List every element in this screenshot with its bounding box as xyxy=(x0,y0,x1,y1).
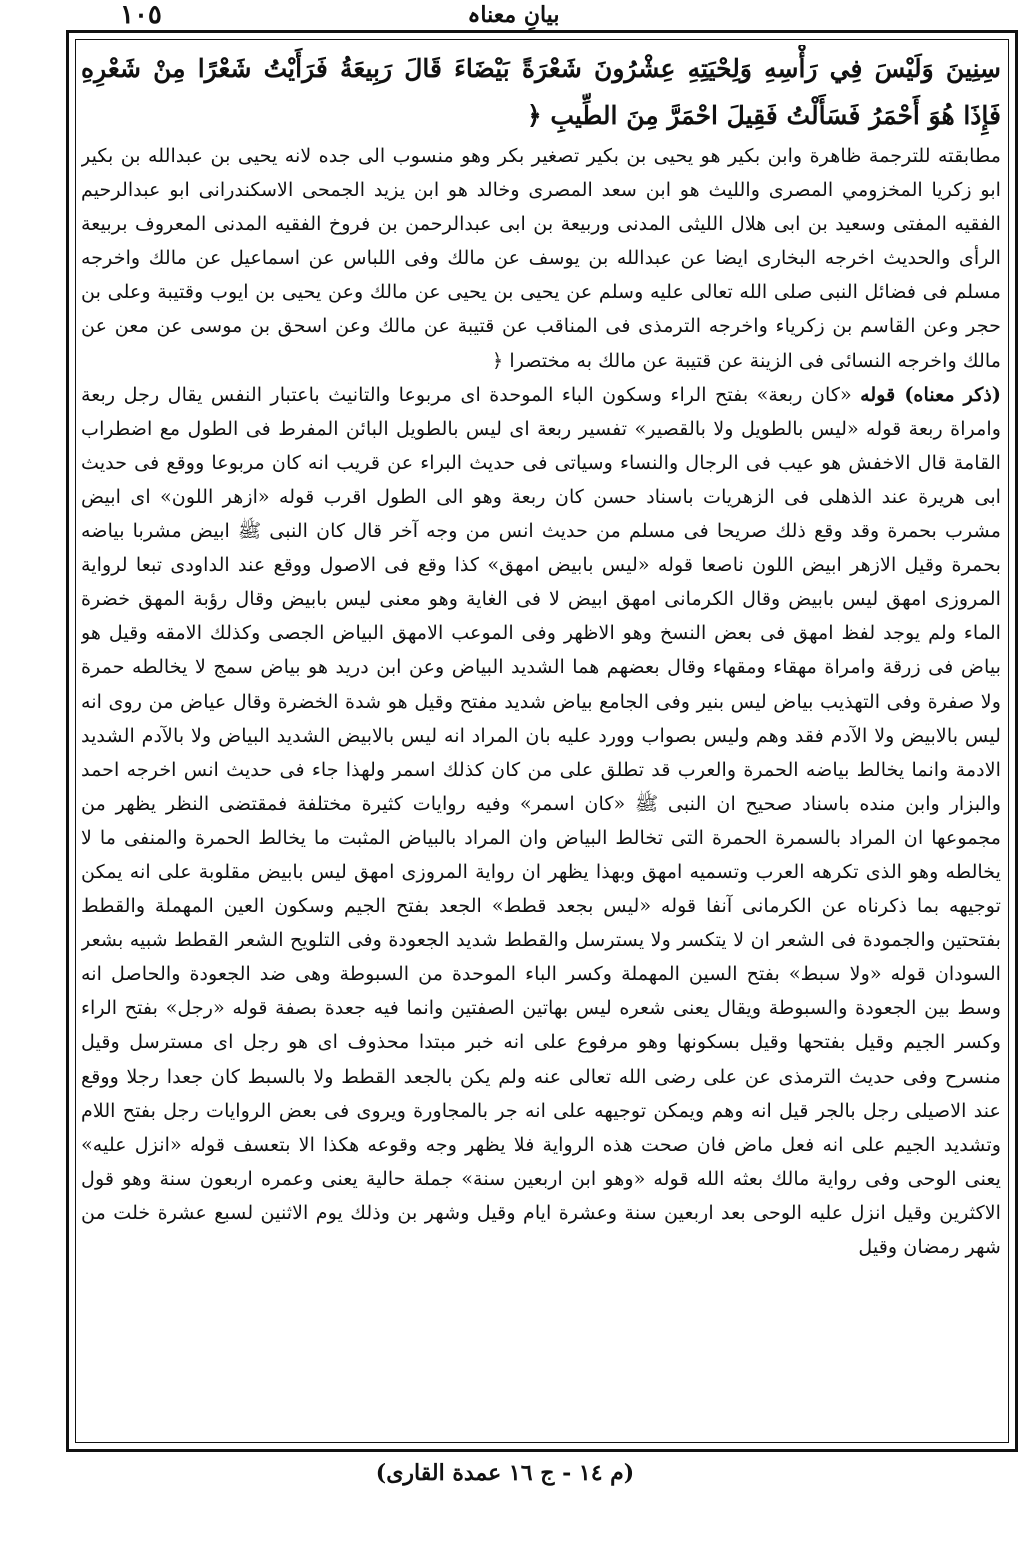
running-title: بيانِ معناہ xyxy=(467,2,560,28)
page-body xyxy=(81,45,1001,1439)
commentary-paragraph-2 xyxy=(81,378,1001,1264)
page-frame xyxy=(66,30,1018,1452)
commentary-paragraph-1: مطابقته للترجمة ظاهرة وابن بكير هو يحيى بن بكير تصغير بكر وهو منسوب الى جده لانه يحيى بن عبدالله بن بكير ابو زكريا المخزومي المصرى والليث هو ابن سعد المصرى وخالد هو ابن يزيد الجمحى الاسكندرانى ابو عبدالرحيم الفقيه المفتى وسعيد بن ابى هلال الليثى المدنى وربيعة بن ابى عبدالرحمن بن فروخ الفقيه المدنى المعروف بربيعة الرأى والحديث اخرجه البخارى ايضا عن عبدالله بن يوسف عن مالك وفى اللباس عن اسماعيل عن مالك واخرجه مسلم فى فضائل النبى صلى الله تعالى عليه وسلم عن يحيى بن يحيى عن مالك وعن يحيى بن ايوب وقتيبة وعلى بن حجر وعن القاسم بن زكرياء واخرجه الترمذى فى المناقب عن قتيبة عن مالك وعن اسحق بن موسى عن معن عن مالك واخرجه النسائى فى الزينة عن قتيبة عن مالك به مختصرا ﴿ xyxy=(81,144,1001,372)
section-heading: (ذكر معناه) قوله xyxy=(860,382,1001,406)
page-number: ١٠٥ xyxy=(120,0,162,30)
signature-mark: (م ١٤ - ج ١٦ عمدة القارى) xyxy=(375,1460,635,1486)
hadith-text: سِنِينَ وَلَيْسَ فِي رَأْسِهِ وَلِحْيَتِهِ عِشْرُونَ شَعْرَةً بَيْضَاءَ قَالَ رَبِيعَةُ فَرَأَيْتُ شَعْرًا مِنْ شَعْرِهِ فَإِذَا هُوَ أَحْمَرُ فَسَأَلْتُ فَقِيلَ احْمَرَّ مِنَ الطِّيبِ ﴿ xyxy=(81,54,1001,130)
page-header xyxy=(0,0,1027,30)
commentary-paragraph-2-text: «كان ربعة» بفتح الراء وسكون الباء الموحدة اى مربوعا والتانيث باعتبار النفس يقال رجل ربعة وامراة ربعة قوله «ليس بالطويل ولا بالقصير» تفسير ربعة اى ليس بالطويل البائن المفرط فى الطول مع اضطراب القامة قال الاخفش هو عيب فى الرجال والنساء وسياتى فى حديث البراء عن قريب انه كان مربوعا ووقع فى حديث ابى هريرة عند الذهلى فى الزهريات باسناد حسن كان ربعة وهو الى الطول اقرب قوله «ازهر اللون» اى ابيض مشرب بحمرة وقد وقع ذلك صريحا فى مسلم من حديث انس من وجه آخر قال كان النبى ﷺ ابيض مشربا بياضه بحمرة وقيل الازهر ابيض اللون ناصعا قوله «ليس بابيض امهق» كذا وقع فى الاصول ووقع عند الداودى تبعا لرواية المروزى امهق ليس بابيض وقال الكرمانى امهق ابيض لا فى الغاية وهو معنى ليس بابيض وقال رؤبة المهق خضرة الماء ولم يوجد لفظ امهق فى بعض النسخ وهو الاظهر وفى الموعب الامهق البياض الجصى وكذلك الامقه وقيل هو بياض فى زرقة وامراة مهقاء ومقهاء وقال بعضهم هما الشديد البياض وعن ابن دريد هو بياض سمج لا يخالطه حمرة ولا صفرة وفى التهذيب بياض ليس بنير وفى الجامع بياض شديد مفتح وقيل هو شدة الخضرة وقال عياض من روى انه ليس بالابيض ولا الآدم فقد وهم وليس بصواب وورد عليه بان المراد انه ليس بالابيض الشديد البياض ولا بالآدم الشديد الادمة وانما يخالط بياضه الحمرة والعرب قد تطلق على من كان كذلك اسمر ولهذا جاء فى حديث انس اخرجه احمد والبزار وابن منده باسناد صحيح ان النبى ﷺ «كان اسمر» وفيه روايات كثيرة مختلفة فمقتضى النظر يظهر من مجموعها ان المراد بالسمرة الحمرة التى تخالط البياض وان المراد بالبياض المثبت ما يخالط الحمرة والمنفى ما لا يخالطه وهو الذى تكرهه العرب وتسميه امهق وبهذا يظهر ان رواية المروزى امهق ليس بابيض مقلوبة على انه يمكن توجيهه بما ذكرناه عن الكرمانى آنفا قوله «ليس بجعد قطط» الجعد بفتح الجيم وسكون العين المهملة والقطط بفتحتين والجمودة فى الشعر ان لا يتكسر ولا يسترسل والقطط شديد الجعودة وفى التلويح الشعر القطط شبيه بشعر السودان قوله «ولا سبط» بفتح السين المهملة وكسر الباء الموحدة من السبوطة وهى ضد الجعودة والحاصل انه وسط بين الجعودة والسبوطة ويقال يعنى شعره ليس بهاتين الصفتين وانما فيه جعدة بصفة قوله «رجل» بفتح الراء وكسر الجيم وقيل بفتحها وقيل بسكونها وهو مرفوع على انه خبر مبتدا محذوف اى هو رجل اى مسترسل وقيل منسرح وفى حديث الترمذى عن على رضى الله تعالى عنه ولم يكن بالجعد القطط ولا بالسبط كان جعدا رجلا ووقع عند الاصيلى رجل بالجر قيل انه وهم ويمكن توجيهه على انه جر بالمجاورة ويروى فى بعض الروايات رجل بفتح اللام وتشديد الجيم على انه فعل ماض فان صحت هذه الرواية فلا يظهر وجه وقوعه هكذا الا بتعسف قوله «انزل عليه» يعنى الوحى وفى رواية مالك بعثه الله قوله «وهو ابن اربعين سنة» جملة حالية يعنى وعمره اربعون سنة وهو قول الاكثرين وقيل انزل عليه الوحى بعد اربعين سنة وعشرة ايام وقيل وشهر بن وذلك يوم الاثنين لسبع عشرة خلت من شهر رمضان وقيل xyxy=(81,382,1001,1258)
